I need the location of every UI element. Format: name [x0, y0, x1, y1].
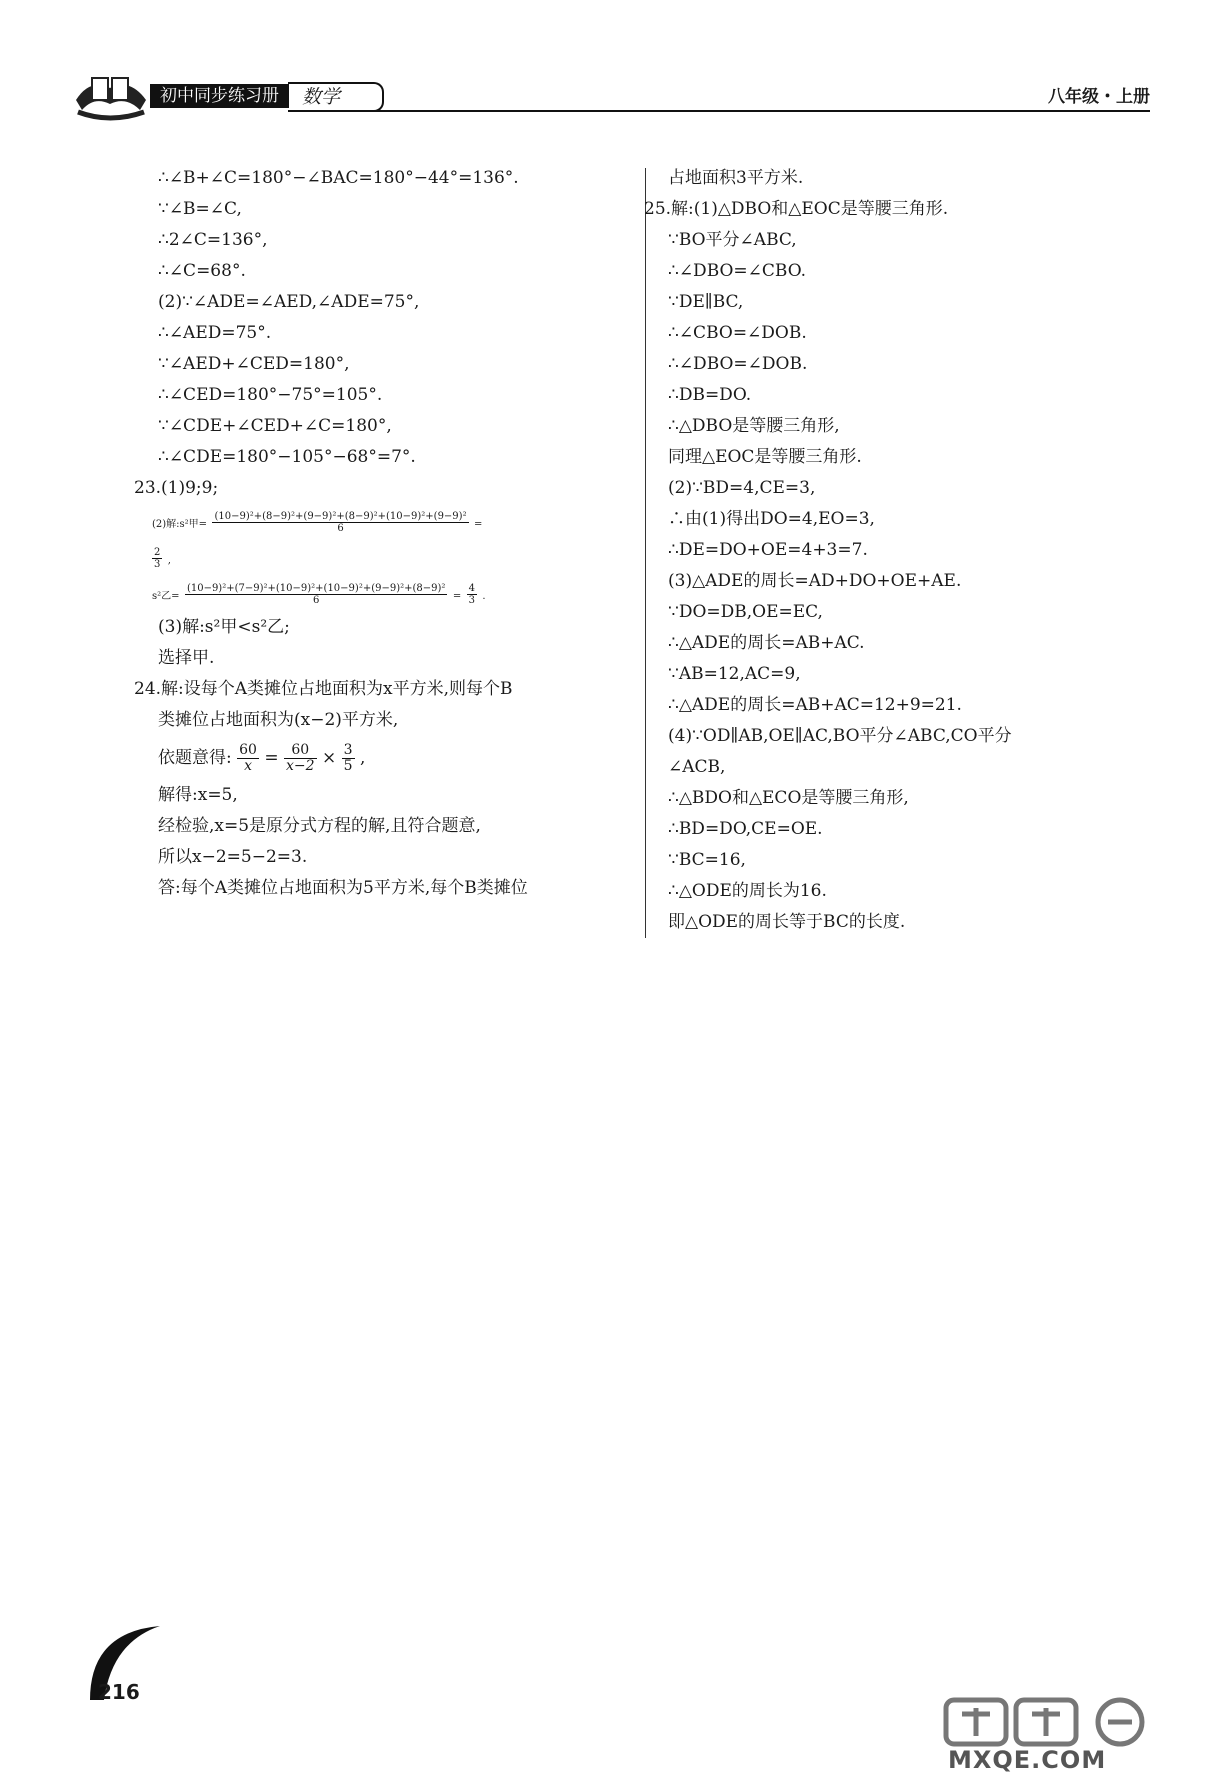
text-line: (2)∵BD=4,CE=3, — [668, 478, 816, 498]
text-line: ∵AB=12,AC=9, — [668, 664, 801, 684]
right-column — [644, 163, 1148, 938]
text-line: ∴BD=DO,CE=OE. — [668, 819, 823, 839]
fraction — [237, 743, 259, 775]
text-line: ∴△ADE的周长=AB+AC=12+9=21. — [668, 695, 962, 715]
text-line: ∴∠CBO=∠DOB. — [668, 323, 807, 343]
text-line: ∵DO=DB,OE=EC, — [668, 602, 823, 622]
page-number: 216 — [98, 1680, 140, 1704]
text-line: 同理△EOC是等腰三角形. — [668, 447, 862, 467]
text-line: 解得:x=5, — [158, 785, 238, 805]
equation-equals: = — [264, 748, 279, 768]
fraction-denominator: x — [244, 758, 252, 774]
equation-times: × — [321, 748, 337, 768]
text-line: ∵∠CDE+∠CED+∠C=180°, — [158, 416, 392, 436]
fraction — [342, 743, 355, 775]
fraction-denominator: 3 — [468, 595, 475, 606]
text-line: ∴∠CDE=180°−105°−68°=7°. — [158, 447, 416, 467]
watermark-text: MXQE.COM — [948, 1746, 1107, 1774]
question-23-part-2b — [152, 576, 638, 612]
text-line: ∴△BDO和△ECO是等腰三角形, — [668, 788, 909, 808]
series-banner: 初中同步练习册 — [150, 84, 289, 108]
text-line: (3)△ADE的周长=AD+DO+OE+AE. — [668, 571, 962, 591]
text-line: ∵BC=16, — [668, 850, 746, 870]
text-line: ∴DB=DO. — [668, 385, 752, 405]
question-24-equation — [158, 736, 638, 780]
left-column — [134, 163, 638, 904]
fraction-numerator: 3 — [343, 741, 353, 758]
formula-tail: . — [482, 591, 486, 602]
fraction — [467, 583, 477, 606]
text-line: ∴∠B+∠C=180°−∠BAC=180°−44°=136°. — [158, 168, 519, 188]
grade-label: 八年级・上册 — [1048, 87, 1150, 107]
question-23-part-2 — [152, 504, 638, 540]
formula-equals: = — [452, 591, 462, 602]
formula-label: s²乙= — [152, 591, 180, 602]
fraction — [284, 743, 317, 775]
text-line: ∵∠B=∠C, — [158, 199, 242, 219]
fraction-numerator: 60 — [239, 741, 257, 758]
text-line: ∴△ADE的周长=AB+AC. — [668, 633, 865, 653]
page-header — [70, 70, 1150, 126]
fraction-denominator: 3 — [154, 559, 161, 570]
text-line: ∠ACB, — [668, 757, 726, 777]
text-line: ∵DE∥BC, — [668, 292, 744, 312]
fraction-numerator: (10−9)²+(7−9)²+(10−9)²+(10−9)²+(9−9)²+(8−9)² — [186, 583, 446, 594]
text-line: 类摊位占地面积为(x−2)平方米, — [158, 710, 399, 730]
formula-label: (2)解:s²甲= — [152, 519, 208, 530]
question-24-line: 24.解:设每个A类摊位占地面积为x平方米,则每个B — [134, 679, 513, 699]
column-divider — [645, 168, 646, 938]
text-line: ∴△DBO是等腰三角形, — [668, 416, 840, 436]
fraction-denominator: x−2 — [286, 758, 315, 774]
fraction — [152, 547, 162, 570]
fraction-numerator: 2 — [154, 547, 161, 558]
formula-tail: , — [167, 555, 171, 566]
book-logo-icon — [70, 70, 152, 122]
text-line: 选择甲. — [158, 648, 215, 668]
text-line: ∵∠AED+∠CED=180°, — [158, 354, 350, 374]
text-line: ∴△ODE的周长为16. — [668, 881, 827, 901]
question-23-part-2-result — [152, 540, 638, 576]
text-line: (4)∵OD∥AB,OE∥AC,BO平分∠ABC,CO平分 — [668, 726, 1012, 746]
fraction-denominator: 6 — [337, 523, 344, 534]
text-line: 所以x−2=5−2=3. — [158, 847, 308, 867]
text-line: 即△ODE的周长等于BC的长度. — [668, 912, 906, 932]
fraction — [212, 511, 468, 534]
text-line: ∴∠DBO=∠CBO. — [668, 261, 807, 281]
fraction-numerator: 4 — [468, 583, 475, 594]
text-line: 答:每个A类摊位占地面积为5平方米,每个B类摊位 — [158, 878, 528, 898]
equation-end: , — [359, 748, 366, 768]
text-line: ∴2∠C=136°, — [158, 230, 268, 250]
question-23-part-1: 23.(1)9;9; — [134, 478, 219, 498]
fraction-numerator: (10−9)²+(8−9)²+(9−9)²+(8−9)²+(10−9)²+(9−9)² — [214, 511, 467, 522]
equation-prefix: 依题意得: — [158, 748, 232, 768]
text-line: (2)∵∠ADE=∠AED,∠ADE=75°, — [158, 292, 420, 312]
question-25-line: 25.解:(1)△DBO和△EOC是等腰三角形. — [644, 199, 949, 219]
fraction — [185, 583, 447, 606]
text-line: ∴由(1)得出DO=4,EO=3, — [668, 509, 875, 529]
text-line: ∵BO平分∠ABC, — [668, 230, 797, 250]
watermark — [942, 1694, 1190, 1780]
text-line: ∴∠AED=75°. — [158, 323, 272, 343]
text-line: ∴∠CED=180°−75°=105°. — [158, 385, 383, 405]
header-rule — [370, 110, 1150, 112]
text-line: 经检验,x=5是原分式方程的解,且符合题意, — [158, 816, 481, 836]
watermark-logo-icon — [942, 1694, 1190, 1750]
text-line: ∴∠C=68°. — [158, 261, 246, 281]
fraction-denominator: 5 — [343, 758, 353, 774]
text-line: 占地面积3平方米. — [668, 168, 804, 188]
fraction-denominator: 6 — [312, 595, 320, 606]
text-line: ∴DE=DO+OE=4+3=7. — [668, 540, 868, 560]
formula-equals: = — [473, 519, 483, 530]
text-line: (3)解:s²甲<s²乙; — [158, 617, 290, 637]
text-line: ∴∠DBO=∠DOB. — [668, 354, 808, 374]
fraction-numerator: 60 — [284, 743, 317, 759]
subject-tab: 数学 — [288, 82, 384, 112]
